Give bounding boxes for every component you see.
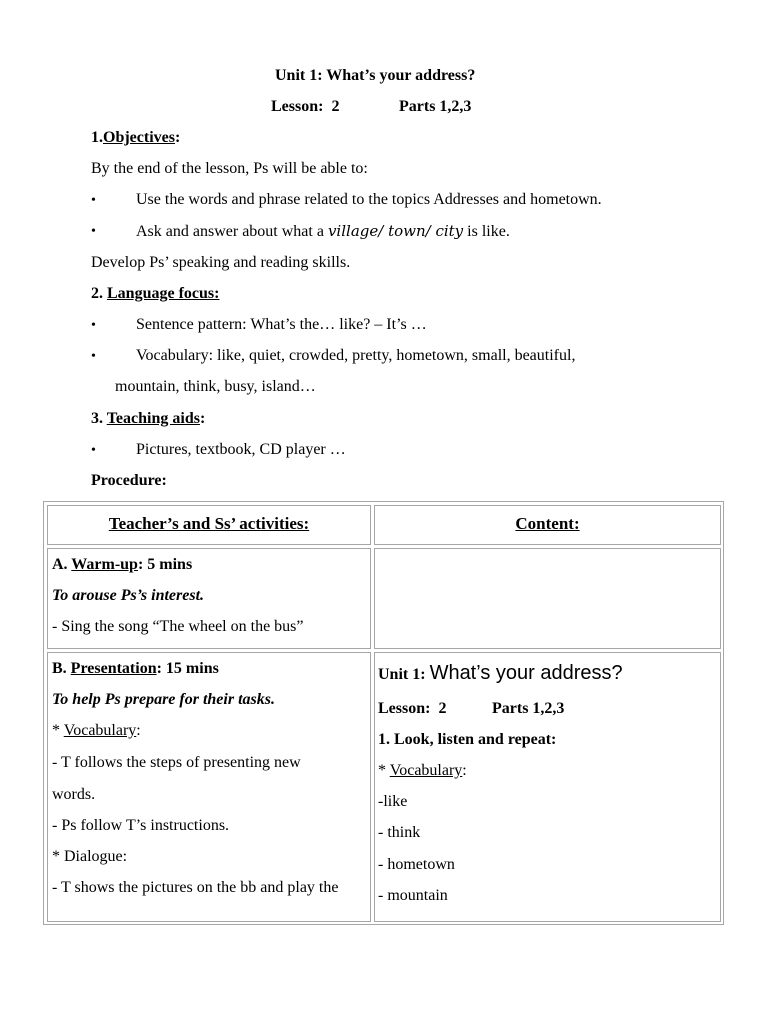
develop-skills: Develop Ps’ speaking and reading skills. bbox=[91, 254, 351, 271]
bullet-icon: • bbox=[91, 443, 96, 458]
vocab-title: Vocabulary bbox=[63, 722, 137, 739]
bullet-icon: • bbox=[91, 349, 96, 364]
lesson-number: 2 bbox=[331, 98, 340, 115]
objective-item-2 bbox=[136, 221, 510, 242]
bullet-icon: • bbox=[91, 224, 96, 239]
warmup-content-cell bbox=[374, 548, 721, 649]
language-focus-number: 2. bbox=[91, 285, 103, 302]
objectives-colon: : bbox=[174, 129, 181, 146]
warmup-prefix: A. bbox=[52, 556, 68, 573]
objectives-number: 1. bbox=[91, 129, 103, 146]
teaching-aids-colon: : bbox=[199, 410, 206, 427]
bullet-icon: • bbox=[91, 193, 96, 208]
procedure-table bbox=[43, 501, 724, 925]
language-focus-item-2: Vocabulary: like, quiet, crowded, pretty, hometown, small, beautiful, bbox=[136, 347, 576, 364]
objectives-heading bbox=[91, 128, 180, 148]
presentation-duration: : 15 mins bbox=[156, 660, 219, 677]
content-vocab-label bbox=[378, 761, 467, 781]
teaching-aids-number: 3. bbox=[91, 410, 103, 427]
procedure-heading: Procedure: bbox=[91, 472, 167, 489]
warmup-activity-1: - Sing the song “The wheel on the bus” bbox=[52, 618, 304, 635]
objectives-intro: By the end of the lesson, Ps will be able to: bbox=[91, 160, 368, 177]
content-word-like: -like bbox=[378, 793, 408, 810]
objective-item-2-post: is like. bbox=[467, 223, 510, 240]
content-lesson-number: 2 bbox=[438, 700, 447, 717]
presentation-activity-4: * Dialogue: bbox=[52, 848, 128, 865]
warmup-title: Warm-up bbox=[71, 556, 138, 573]
teaching-aids-heading bbox=[91, 409, 205, 429]
content-vocab-star: * bbox=[378, 762, 386, 779]
teaching-aids-title: Teaching aids bbox=[106, 410, 200, 427]
col1-header: Teacher’s and Ss’ activities: bbox=[108, 514, 310, 533]
lesson-line bbox=[271, 97, 339, 117]
unit-title: Unit 1: What’s your address? bbox=[275, 67, 476, 84]
presentation-activity-3: - Ps follow T’s instructions. bbox=[52, 817, 230, 834]
objectives-title: Objectives bbox=[103, 129, 175, 146]
vocab-colon: : bbox=[136, 722, 141, 739]
table-header-activities bbox=[47, 505, 371, 545]
content-unit-label: Unit 1: bbox=[378, 666, 426, 683]
content-word-hometown: - hometown bbox=[378, 856, 455, 873]
content-word-think: - think bbox=[378, 824, 421, 841]
table-header-content bbox=[374, 505, 721, 545]
content-vocab-title: Vocabulary bbox=[389, 762, 463, 779]
presentation-content-cell bbox=[374, 652, 721, 922]
presentation-activity-2: words. bbox=[52, 786, 96, 803]
lesson-parts: Parts 1,2,3 bbox=[399, 98, 472, 115]
warmup-heading bbox=[52, 555, 192, 575]
warmup-activities-cell bbox=[47, 548, 371, 649]
content-vocab-colon: : bbox=[462, 762, 467, 779]
presentation-activity-5: - T shows the pictures on the bb and play the bbox=[52, 879, 339, 896]
presentation-heading bbox=[52, 659, 219, 679]
presentation-activity-1: - T follows the steps of presenting new bbox=[52, 754, 301, 771]
content-word-mountain: - mountain bbox=[378, 887, 448, 904]
content-unit-title bbox=[378, 659, 623, 689]
language-focus-item-1: Sentence pattern: What’s the… like? – It’s … bbox=[136, 316, 427, 333]
content-section-heading: 1. Look, listen and repeat: bbox=[378, 731, 557, 748]
language-focus-title: Language focus: bbox=[107, 285, 220, 302]
presentation-aim: To help Ps prepare for their tasks. bbox=[52, 691, 275, 708]
objective-item-2-italic: village/ town/ city bbox=[327, 222, 464, 240]
col2-header: Content: bbox=[515, 514, 580, 533]
lesson-label: Lesson: bbox=[271, 98, 324, 115]
content-lesson-label: Lesson: bbox=[378, 700, 431, 717]
language-focus-item-2-cont: mountain, think, busy, island… bbox=[115, 378, 316, 395]
presentation-title: Presentation bbox=[70, 660, 157, 677]
objective-item-2-pre: Ask and answer about what a bbox=[136, 223, 324, 240]
warmup-aim: To arouse Ps’s interest. bbox=[52, 587, 205, 604]
presentation-prefix: B. bbox=[52, 660, 67, 677]
language-focus-heading bbox=[91, 284, 219, 304]
presentation-vocab-label bbox=[52, 721, 141, 741]
teaching-aids-item-1: Pictures, textbook, CD player … bbox=[136, 441, 346, 458]
objective-item-1: Use the words and phrase related to the topics Addresses and hometown. bbox=[136, 191, 602, 208]
content-lesson bbox=[378, 699, 446, 719]
presentation-activities-cell bbox=[47, 652, 371, 922]
bullet-icon: • bbox=[91, 318, 96, 333]
warmup-duration: : 5 mins bbox=[137, 556, 193, 573]
content-unit-name: What’s your address? bbox=[429, 662, 623, 684]
content-parts: Parts 1,2,3 bbox=[492, 700, 565, 717]
vocab-star: * bbox=[52, 722, 60, 739]
